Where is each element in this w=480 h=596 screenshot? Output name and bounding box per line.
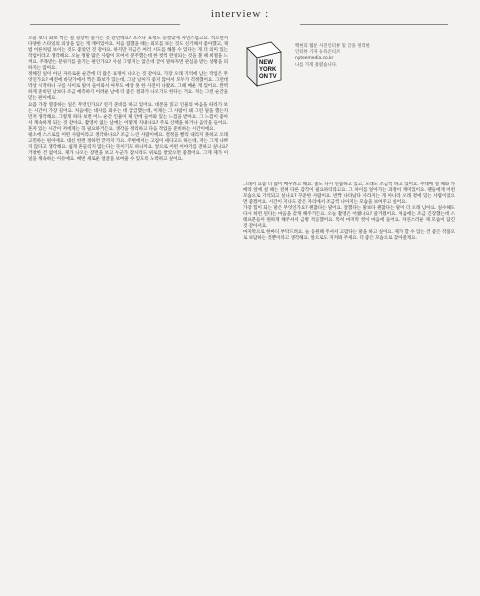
credit-line: 백현의 웹툰 사진인터뷰 및 글을 정리한: [295, 44, 370, 49]
article-paragraph: 평소에 스스로를 어떤 사람이라고 생각하나요? 조금 느린 사람이에요. 결정을 빨리 내리지 못하고 오래 고민하는 편이에요. 대신 한번 정하면 끝까지 가요. 주변에서는 고집이 세다고도 하는데, 저는 그게 나쁘지 않다고 생각해요. 쉽게 흔들리지 않는다는 뜻이기도 하니까요. 앞으로 어떤 이야기를 전하고 싶나요? 거창한 건 없어요. 제가 나오는 장면을 보고 누군가 잠시라도 위로를 받았으면 좋겠어요. 그게 제가 이 일을 계속하는 이유예요. 매번 새로운 얼굴을 보여줄 수 있도록 노력하고 싶어요.: [28, 132, 228, 162]
header-rule-right: [300, 24, 448, 25]
logo-text-3: ON: [259, 74, 268, 80]
logo-text-2: YORK: [259, 67, 277, 73]
credit-line: nyteemedia.co.kr: [295, 56, 334, 62]
article-paragraph: 마지막으로 한마디 부탁드려요. 늘 응원해 주셔서 고맙다는 말을 하고 싶어요. 제가 할 수 있는 건 좋은 작품으로 보답하는 것뿐이라고 생각해요. 앞으로도 지켜봐 주세요. 더 좋은 모습으로 찾아갈게요.: [243, 230, 455, 242]
credit-line: 인터뷰 기자 뉴욕온티브: [295, 50, 341, 56]
header-rule-left: [30, 24, 180, 25]
article-paragraph: 그래서 요즘 더 많이 배우려고 해요. 춤도 다시 연습하고 있고, 노래도 조금씩 하고 있어요. 무대에 설 때와 카메라 앞에 설 때는 전혀 다른 감각이 필요하더라고요. 그 차이를 알아가는 과정이 재미있어요. 팬들에게 어떤 모습으로 기억되고 싶나요? 꾸준한 사람이요. 반짝 나타났다 사라지는 게 아니라 오래 곁에 있는 사람이었으면 좋겠어요. 시간이 지나도 같은 자리에서 조금씩 나아지는 모습을 보여주고 싶어요.: [243, 182, 455, 206]
article-paragraph: 정해진 일이 아닌 자유로운 순간에 더 많은 표정이 나오는 것 같아요. 가장 오래 기억에 남는 작업은 무엇인가요? 예전에 바닷가에서 찍은 화보가 있는데, 그날 날씨가 좋지 않아서 모두가 걱정했어요. 그런데 막상 시작하니 구름 사이로 빛이 들어와서 아무도 예상 못 한 사진이 나왔죠. 그때 배운 게 있어요. 완벽하게 준비된 날보다 조금 예측하기 어려운 날에 더 좋은 결과가 나오기도 한다는 거요. 저는 그런 순간을 믿는 편이에요.: [28, 72, 228, 102]
article-paragraph: 오늘 보니 화보 찍는 걸 굉장히 즐기는 것 같던데요? 포즈나 표정도 능청맞게 자연스럽고요. 적으면서 다양한 스타일의 의상을 입는 게 재미있어요. 처음 접했을 때는 외모를 보는 것도 신기해서 좋아했고, 제법 어른처럼 보이는 것도 좋았던 것 같아요. 하지만 지금은 여러 시도를 해볼 수 있다는 게 더 의미 있는 작업이라고 생각해요. 오늘 정말 많은 사람이 모여서 분주했는데 한 컷씩 완성되는 것을 볼 때 희열을 느껴요. 주목받는 분위기를 즐기는 편인가요? 사실 그렇지는 않은데 굳이 말하자면 관심을 받는 상황을 피하지는 않아요.: [28, 36, 228, 72]
article-paragraph: 요즘 가장 열중하는 일은 무엇인가요? 연기 준비를 하고 있어요. 대본을 읽고 인물의 마음을 따라가 보는 시간이 가장 길어요. 처음에는 대사를 외우는 데 급급했는데, 이제는 그 사람이 왜 그런 말을 했는지 먼저 생각해요. 그렇게 하다 보면 어느 순간 인물이 제 안에 들어와 있는 느낌을 받아요. 그 느낌이 좋아서 계속하게 되는 것 같아요. 촬영이 없는 날에는 어떻게 지내나요? 주로 산책을 하거나 음악을 들어요. 혼자 있는 시간이 저에게는 꼭 필요하거든요. 생각을 정리하고 다음 작업을 준비하는 시간이에요.: [28, 102, 228, 132]
article-paragraph: 가장 힘이 되는 말은 무엇인가요? 괜찮다는 말이요. 잘했다는 말보다 괜찮다는 말이 더 오래 남아요. 실수해도 다시 하면 된다는 마음을 갖게 해주거든요. 오늘 촬영은 어땠나요? 즐거웠어요. 처음에는 조금 긴장했는데 스태프분들이 편하게 해주셔서 금방 적응했어요. 특히 마지막 컷이 마음에 들어요. 자연스러운 제 모습이 담긴 것 같아서요.: [243, 206, 455, 230]
magazine-logo-icon: [243, 40, 285, 90]
article-column-left: [28, 36, 228, 582]
section-header: interview :: [210, 8, 270, 20]
article-column-right: [243, 182, 455, 582]
logo-text-1: NEW: [259, 60, 273, 66]
credit-line: 나를 가게 흘렸습니다.: [295, 62, 338, 68]
logo-text-4: TV: [269, 74, 277, 80]
photo-credit: [295, 44, 445, 69]
